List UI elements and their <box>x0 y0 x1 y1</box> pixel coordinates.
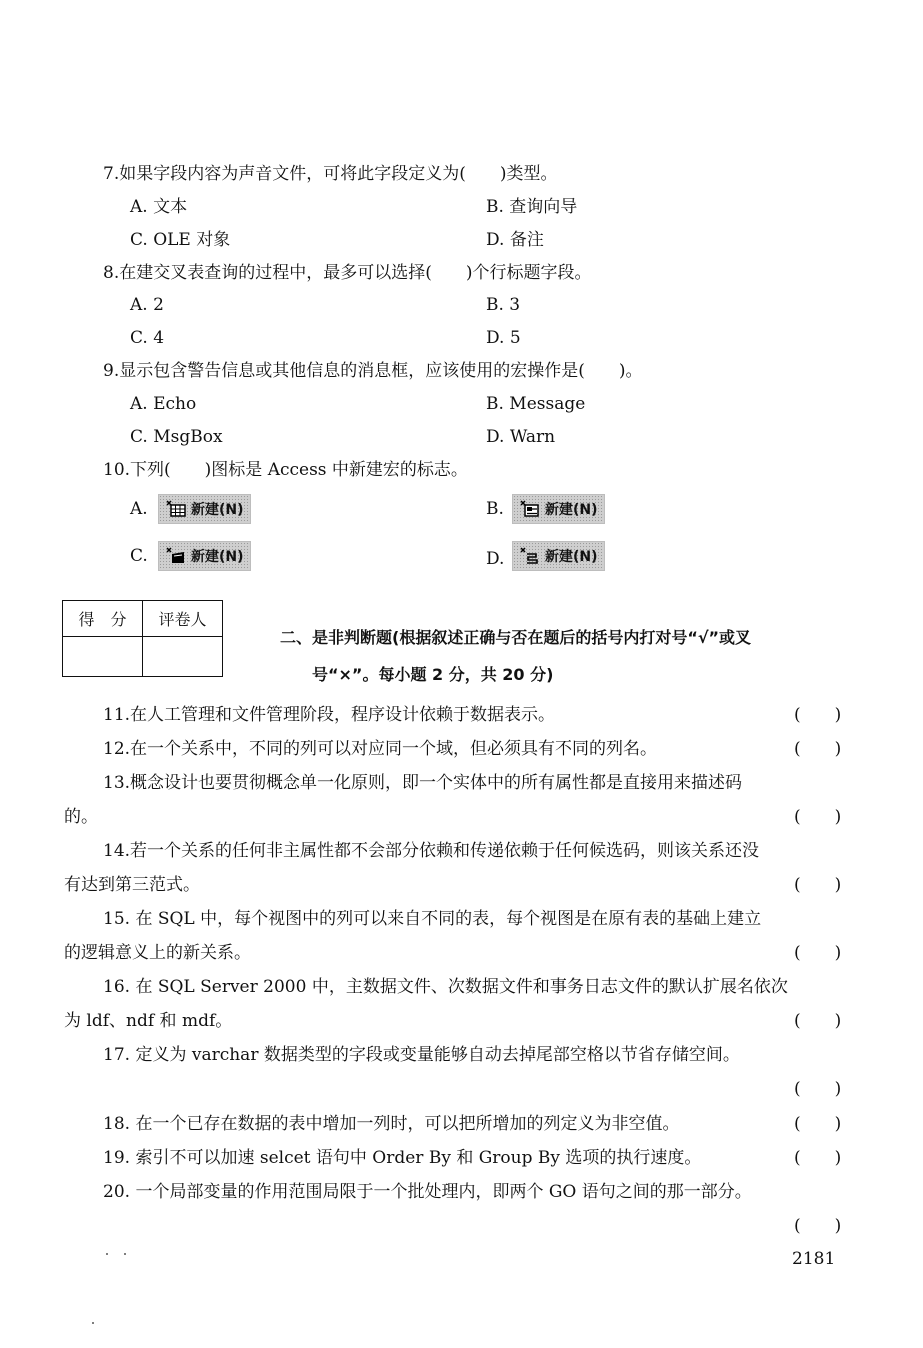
new-module-icon <box>519 546 541 566</box>
new-button-text: 新建(N) <box>191 549 244 565</box>
answer-paren-11: ( ) <box>794 705 842 725</box>
q10-option-b-image <box>512 494 605 524</box>
answer-paren-14: ( ) <box>794 875 842 895</box>
grader-header: 评卷人 <box>143 601 223 637</box>
score-table <box>62 600 223 677</box>
q7-option-a: A. 文本 <box>130 197 188 217</box>
new-button-text: 新建(N) <box>191 502 244 518</box>
question-12: 12.在一个关系中，不同的列可以对应同一个域，但必须具有不同的列名。 <box>103 739 658 759</box>
new-button-text: 新建(N) <box>545 549 598 565</box>
answer-paren-13: ( ) <box>794 807 842 827</box>
answer-paren-17: ( ) <box>794 1079 842 1099</box>
new-table-icon <box>165 499 187 519</box>
q8-option-d: D. 5 <box>486 328 521 348</box>
q9-option-d: D. Warn <box>486 427 556 447</box>
section-2-title: 二、是非判断题(根据叙述正确与否在题后的括号内打对号“√”或叉 <box>280 628 752 647</box>
scan-speck <box>92 1322 94 1324</box>
answer-paren-19: ( ) <box>794 1148 842 1168</box>
q10-option-d-image <box>512 541 605 571</box>
question-17: 17. 定义为 varchar 数据类型的字段或变量能够自动去掉尾部空格以节省存储空间。 <box>103 1045 740 1065</box>
q8-option-b: B. 3 <box>486 295 521 315</box>
new-button-text: 新建(N) <box>545 502 598 518</box>
answer-paren-12: ( ) <box>794 739 842 759</box>
scan-speck <box>124 1253 126 1255</box>
new-macro-icon <box>165 546 187 566</box>
q10-option-a-image <box>158 494 251 524</box>
question-13-line1: 13.概念设计也要贯彻概念单一化原则，即一个实体中的所有属性都是直接用来描述码 <box>103 773 743 793</box>
question-15-line2: 的逻辑意义上的新关系。 <box>64 943 251 963</box>
q9-option-c: C. MsgBox <box>130 427 223 447</box>
q10-option-d-label: D. <box>486 549 505 569</box>
answer-paren-18: ( ) <box>794 1114 842 1134</box>
question-9: 9.显示包含警告信息或其他信息的消息框，应该使用的宏操作是( )。 <box>103 361 643 381</box>
new-query-icon <box>519 499 541 519</box>
q7-option-b: B. 查询向导 <box>486 197 578 217</box>
score-cell <box>63 637 143 677</box>
scan-speck <box>106 1253 108 1255</box>
q10-option-c-image <box>158 541 251 571</box>
q9-option-a: A. Echo <box>130 394 197 414</box>
answer-paren-15: ( ) <box>794 943 842 963</box>
q7-option-d: D. 备注 <box>486 230 544 250</box>
question-14-line2: 有达到第三范式。 <box>64 875 200 895</box>
q8-option-a: A. 2 <box>130 295 164 315</box>
question-15-line1: 15. 在 SQL 中，每个视图中的列可以来自不同的表，每个视图是在原有表的基础上建立 <box>103 909 762 929</box>
q7-option-c: C. OLE 对象 <box>130 230 231 250</box>
answer-paren-16: ( ) <box>794 1011 842 1031</box>
q10-option-c-label: C. <box>130 546 148 566</box>
score-header: 得 分 <box>63 601 143 637</box>
question-13-line2: 的。 <box>64 807 98 827</box>
question-18: 18. 在一个已存在数据的表中增加一列时，可以把所增加的列定义为非空值。 <box>103 1114 680 1134</box>
question-20: 20. 一个局部变量的作用范围局限于一个批处理内，即两个 GO 语句之间的那一部分。 <box>103 1182 752 1202</box>
question-14-line1: 14.若一个关系的任何非主属性都不会部分依赖和传递依赖于任何候选码，则该关系还没 <box>103 841 760 861</box>
answer-paren-20: ( ) <box>794 1216 842 1236</box>
question-19: 19. 索引不可以加速 selcet 语句中 Order By 和 Group By 选项的执行速度。 <box>103 1148 702 1168</box>
question-11: 11.在人工管理和文件管理阶段，程序设计依赖于数据表示。 <box>103 705 556 725</box>
q9-option-b: B. Message <box>486 394 586 414</box>
q10-option-a-label: A. <box>130 499 148 519</box>
page-number: 2181 <box>792 1249 836 1269</box>
question-16-line1: 16. 在 SQL Server 2000 中，主数据文件、次数据文件和事务日志文件的默认扩展名依次 <box>103 977 788 997</box>
section-2-subtitle: 号“×”。每小题 2 分，共 20 分) <box>312 665 554 684</box>
question-16-line2: 为 ldf、ndf 和 mdf。 <box>64 1011 233 1031</box>
q8-option-c: C. 4 <box>130 328 165 348</box>
q10-option-b-label: B. <box>486 499 504 519</box>
question-7: 7.如果字段内容为声音文件，可将此字段定义为( )类型。 <box>103 164 558 184</box>
question-8: 8.在建交叉表查询的过程中，最多可以选择( )个行标题字段。 <box>103 263 592 283</box>
question-10: 10.下列( )图标是 Access 中新建宏的标志。 <box>103 460 468 480</box>
grader-cell <box>143 637 223 677</box>
